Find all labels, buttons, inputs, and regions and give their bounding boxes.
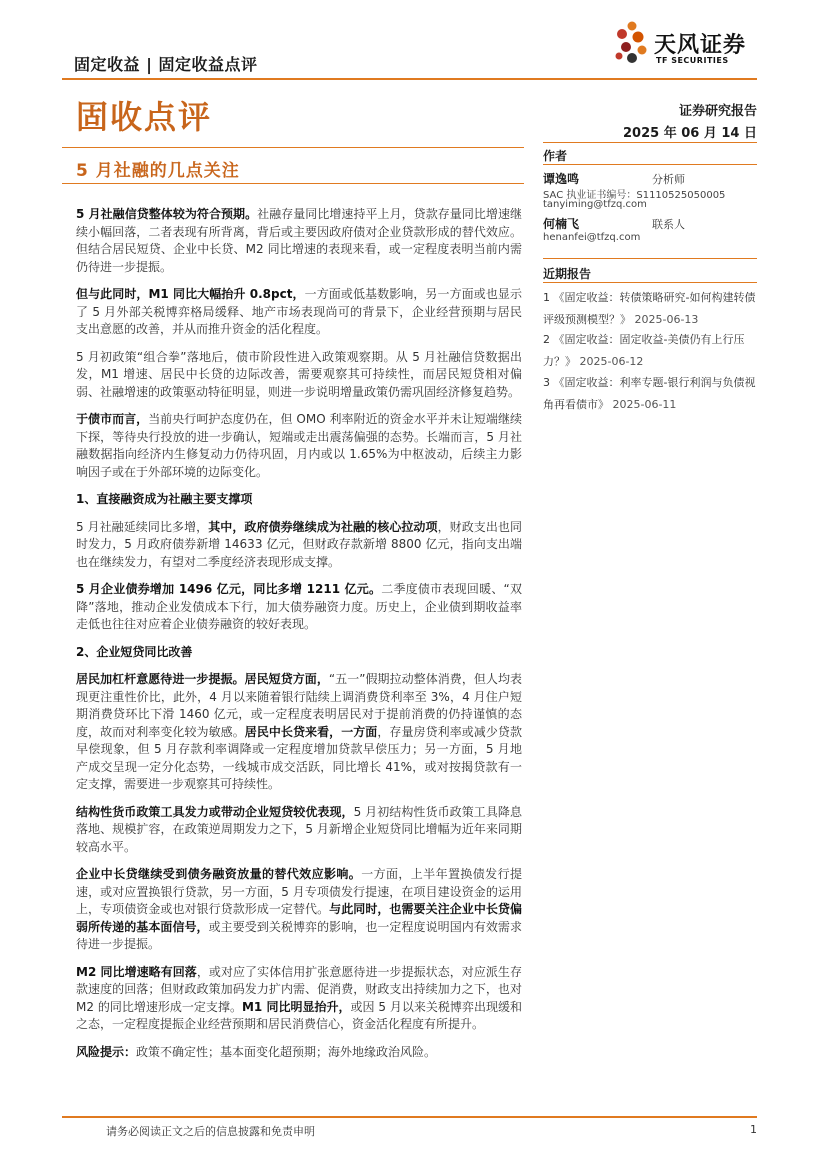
page-subtitle: 5 月社融的几点关注	[76, 161, 240, 181]
report-type: 证券研究报告	[678, 104, 757, 119]
recent-report-date: 2025-06-13	[634, 313, 699, 326]
company-logo	[612, 20, 762, 70]
author-email[interactable]: tanyiming@tfzq.com	[543, 199, 647, 210]
header-divider	[62, 78, 757, 80]
author-name: 谭逸鸣	[543, 172, 580, 186]
recent-report-item[interactable]	[543, 372, 759, 416]
author-cert: SAC 执业证书编号：S1110525050005	[543, 190, 726, 201]
recent-report-title: 1 《固定收益：转债策略研究-如何构建转债评级预测模型？》	[543, 291, 756, 326]
recent-report-date: 2025-06-12	[579, 355, 644, 368]
author-role: 联系人	[652, 218, 685, 231]
footer-disclaimer[interactable]: 请务必阅读正文之后的信息披露和免责申明	[106, 1125, 315, 1138]
paragraph: 5 月社融延续同比多增，其中，政府债券继续成为社融的核心拉动项，财政支出也同时发力，5 月政府债券新增 14633 亿元，但财政存款新增 8800 亿元，指向支出端也在继续发力，有望对二季度经济表现形成支撑。	[76, 519, 522, 569]
paragraph: 于债市而言，当前央行呵护态度仍在，但 OMO 利率附近的资金水平并未让短端继续下探，等待央行投放的进一步确认，短端或走出震荡偏强的态势。长端而言，5 月社融数据指向经济内生修复动力仍待巩固，月内或以 1.65%为中枢波动，后续主力影响因子或在于外部环境的边际变化。	[76, 412, 522, 479]
header-breadcrumb: 固定收益 | 固定收益点评	[74, 55, 258, 74]
paragraph: 居民加杠杆意愿待进一步提振。居民短贷方面，“五一”假期拉动整体消费，但人均表现更注重性价比，此外，4 月以来随着银行陆续上调消费贷利率至 3%，4 月住户短期消费贷环比下滑 1460 亿元，或一定程度表明居民对于提前消费的仍持谨慎的态度，故而对利率变化较为敏感。居民中长贷来看，一方面，存量房贷利率或减少贷款早偿现象，但 5 月存款利率调降或一定程度增加贷款早偿压力；另一方面，5 月地产成交呈现一定分化态势，一线城市成交活跃，同比增长 41%，或对按揭贷款有一定支撑，需要进一步观察其可持续性。	[76, 672, 522, 791]
subtitle-divider-top	[62, 147, 524, 148]
paragraph: M2 同比增速略有回落，或对应了实体信用扩张意愿待进一步提振状态，对应派生存款速度的回落；但财政政策加码发力扩内需、促消费，财政支出持续加力之下，也对 M2 的同比增速形成一定支撑。M1 同比明显抬升，或因 5 月以来关税博弈出现缓和之态，一定程度提振企业经营预期和居民消费信心，资金活化程度有所提升。	[76, 964, 522, 1031]
sidebar-divider	[543, 164, 757, 165]
recent-report-item[interactable]	[543, 287, 759, 331]
sidebar-divider	[543, 282, 757, 283]
risk-warning: 风险提示：政策不确定性；基本面变化超预期；海外地缘政治风险。	[76, 1044, 437, 1059]
sidebar-divider-top	[543, 142, 757, 143]
paragraph: 但与此同时，M1 同比大幅抬升 0.8pct，一方面或低基数影响，另一方面或也显示了 5 月外部关税博弈格局缓释、地产市场表现尚可的背景下，企业经营预期与居民支出意愿的改善，并从而推升资金的活化程度。	[76, 287, 522, 336]
page-number: 1	[750, 1123, 757, 1136]
author-name: 何楠飞	[543, 217, 580, 231]
paragraph: 结构性货币政策工具发力或带动企业短贷较优表现，5 月初结构性货币政策工具降息落地、规模扩容，在政策逆周期发力之下，5 月新增企业短贷同比增幅为近年来同期较高水平。	[76, 804, 522, 854]
footer-divider	[62, 1116, 757, 1118]
recent-report-title: 2 《固定收益：固定收益-美债仍有上行压力？》	[543, 333, 745, 368]
authors-heading: 作者	[543, 149, 568, 163]
paragraph: 5 月社融信贷整体较为符合预期。社融存量同比增速持平上月，贷款存量同比增速继续小幅回落，二者表现有所背离，背后或主要因政府债对企业贷款形成的替代效应。但结合居民短贷、企业中长贷、M2 同比增速的表现来看，或一定程度表明当前内需仍待进一步提振。	[76, 207, 522, 274]
recent-report-title: 3 《固定收益：利率专题-银行利润与负债视角再看债市》	[543, 376, 756, 411]
section-heading: 1、直接融资成为社融主要支撑项	[76, 492, 253, 506]
paragraph: 5 月初政策“组合拳”落地后，债市阶段性进入政策观察期。从 5 月社融信贷数据出发，M1 增速、居民中长贷的边际改善，需要观察其可持续性，而居民短贷相对偏弱、社融增速的政策驱动特征明显，则进一步说明增量政策仍需巩固经济修复趋势。	[76, 349, 522, 399]
main-content	[76, 206, 522, 1071]
recent-reports-heading: 近期报告	[543, 267, 592, 281]
sidebar-divider	[543, 258, 757, 259]
logo-text-cn: 天风证券	[654, 33, 747, 58]
subtitle-divider-bottom	[62, 183, 524, 184]
author-email[interactable]: henanfei@tfzq.com	[543, 232, 641, 243]
paragraph: 5 月企业债券增加 1496 亿元，同比多增 1211 亿元。二季度债市表现回暖、“双降”落地，推动企业发债成本下行，加大债券融资力度。历史上，企业债到期收益率走低也往往对应着企业债券融资的较好表现。	[76, 582, 522, 631]
logo-mark-icon	[612, 20, 652, 66]
report-date: 2025 年 06 月 14 日	[623, 126, 757, 141]
logo-text-en: TF SECURITIES	[656, 56, 729, 65]
section-heading: 2、企业短贷同比改善	[76, 644, 193, 659]
author-role: 分析师	[652, 173, 685, 186]
recent-report-item[interactable]	[543, 329, 759, 373]
recent-report-date: 2025-06-11	[612, 398, 677, 411]
page-title: 固收点评	[76, 98, 213, 136]
paragraph: 企业中长贷继续受到债务融资放量的替代效应影响。一方面，上半年置换债发行提速，或对应置换银行贷款，另一方面，5 月专项债发行提速，在项目建设资金的运用上，专项债资金或也对银行贷款形成一定替代。与此同时，也需要关注企业中长贷偏弱所传递的基本面信号，或主要受到关税博弈的影响，也一定程度说明国内有效需求待进一步提振。	[76, 867, 522, 951]
